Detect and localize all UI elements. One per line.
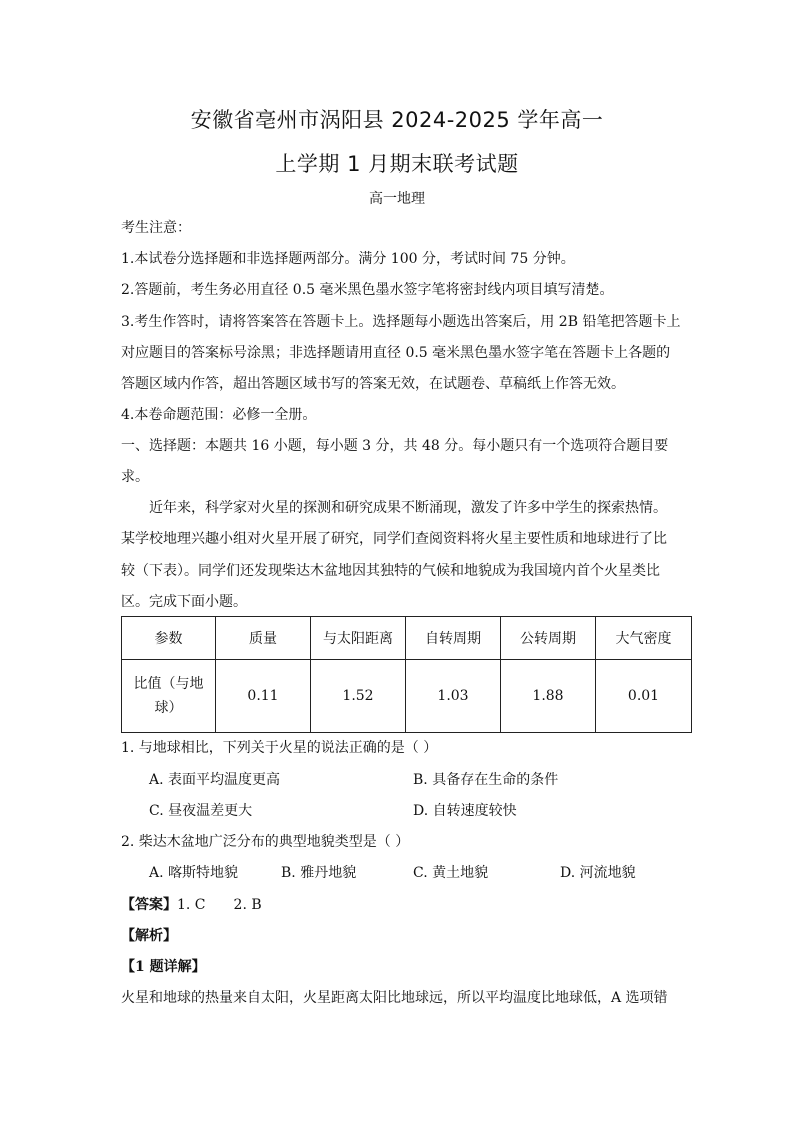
analysis-label: 【解析】 xyxy=(121,928,177,944)
note-3-line2: 对应题目的答案标号涂黑；非选择题请用直径 0.5 毫米黑色墨水签字笔在答题卡上各题的 xyxy=(121,345,671,361)
question-1-option-d: D. 自转速度较快 xyxy=(413,803,517,819)
question-2-option-b: B. 雅丹地貌 xyxy=(281,865,357,881)
note-2: 2.答题前，考生务必用直径 0.5 毫米黑色墨水签字笔将密封线内项目填写清楚。 xyxy=(121,282,614,298)
table-header-cell: 与太阳距离 xyxy=(311,617,406,660)
row-label-cell xyxy=(122,660,216,733)
exam-title-line1: 安徽省亳州市涡阳县 2024-2025 学年高一 xyxy=(190,108,604,132)
answer-2: 2. B xyxy=(233,897,262,913)
table-cell: 1.52 xyxy=(311,660,406,733)
table-header-cell: 公转周期 xyxy=(501,617,596,660)
question-2-option-c: C. 黄土地貌 xyxy=(413,865,489,881)
notes-heading: 考生注意： xyxy=(121,220,191,236)
exam-title-line2: 上学期 1 月期末联考试题 xyxy=(275,152,519,176)
passage-line2: 某学校地理兴趣小组对火星开展了研究，同学们查阅资料将火星主要性质和地球进行了比 xyxy=(121,531,667,547)
question-2-option-a: A. 喀斯特地貌 xyxy=(149,865,239,881)
table-cell: 1.88 xyxy=(501,660,596,733)
row-label-line1: 比值（与地 xyxy=(133,676,204,692)
table-header-cell: 自转周期 xyxy=(406,617,501,660)
table-header-cell: 参数 xyxy=(122,617,216,660)
note-4: 4.本卷命题范围：必修一全册。 xyxy=(121,407,317,423)
note-3-line1: 3.考生作答时，请将答案答在答题卡上。选择题每小题选出答案后，用 2B 铅笔把答题卡上 xyxy=(121,314,681,330)
section-heading-line2: 求。 xyxy=(121,469,149,485)
table-header-row xyxy=(122,617,692,660)
table-row xyxy=(122,660,692,733)
note-3-line3: 答题区域内作答，超出答题区域书写的答案无效，在试题卷、草稿纸上作答无效。 xyxy=(121,376,625,392)
mars-earth-comparison-table xyxy=(121,616,692,733)
question-2-option-d: D. 河流地貌 xyxy=(560,865,636,881)
note-1: 1.本试卷分选择题和非选择题两部分。满分 100 分，考试时间 75 分钟。 xyxy=(121,251,575,267)
answer-1: 1. C xyxy=(177,897,206,913)
passage-line4: 区。完成下面小题。 xyxy=(121,594,247,610)
answer-line xyxy=(121,895,262,915)
table-cell: 0.01 xyxy=(596,660,692,733)
table-cell: 0.11 xyxy=(216,660,311,733)
passage-line3: 较（下表）。同学们还发现柴达木盆地因其独特的气候和地貌成为我国境内首个火星类比 xyxy=(121,563,660,579)
row-label-line2: 球） xyxy=(154,700,183,716)
question-1-stem: 1. 与地球相比，下列关于火星的说法正确的是（ ） xyxy=(121,740,438,756)
analysis-text-1: 火星和地球的热量来自太阳，火星距离太阳比地球远，所以平均温度比地球低，A 选项错 xyxy=(121,990,668,1006)
section-heading-line1: 一、选择题：本题共 16 小题，每小题 3 分，共 48 分。每小题只有一个选项符合题目要 xyxy=(121,438,669,454)
table-header-cell: 质量 xyxy=(216,617,311,660)
question-2-stem: 2. 柴达木盆地广泛分布的典型地貌类型是（ ） xyxy=(121,834,410,850)
question-1-option-b: B. 具备存在生命的条件 xyxy=(413,772,559,788)
analysis-subheading-1: 【1 题详解】 xyxy=(121,959,206,975)
question-1-option-c: C. 昼夜温差更大 xyxy=(149,803,253,819)
answer-label: 【答案】 xyxy=(121,897,177,913)
table-cell: 1.03 xyxy=(406,660,501,733)
question-1-option-a: A. 表面平均温度更高 xyxy=(149,772,281,788)
subject-label: 高一地理 xyxy=(369,191,425,207)
passage-line1: 近年来，科学家对火星的探测和研究成果不断涌现，激发了许多中学生的探索热情。 xyxy=(149,500,667,516)
table-header-cell: 大气密度 xyxy=(596,617,692,660)
